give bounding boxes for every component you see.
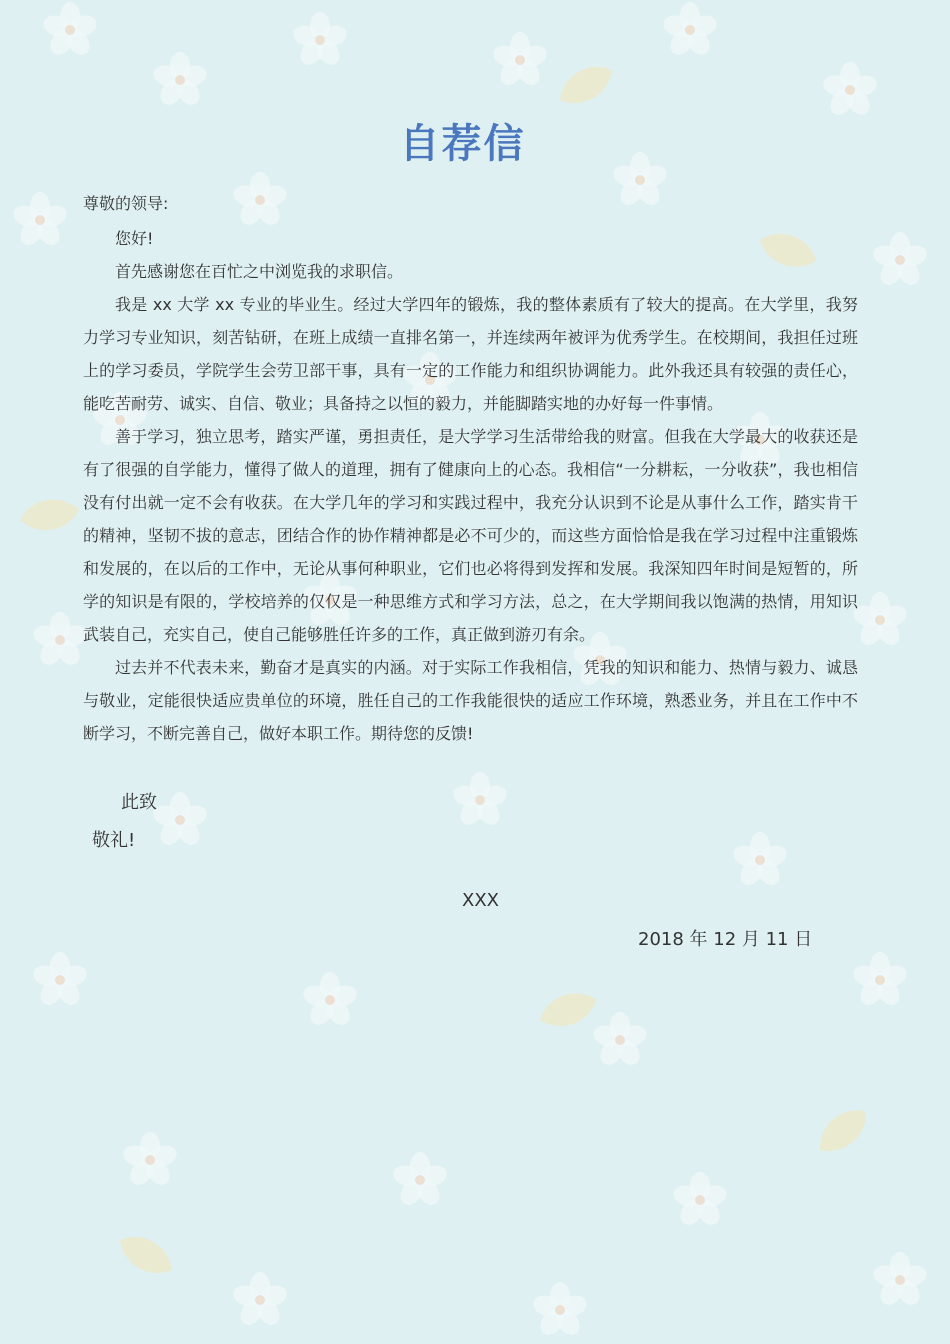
signature: XXX	[462, 890, 499, 911]
closing-line-1: 此致	[121, 792, 157, 813]
qualities-paragraph: 善于学习，独立思考，踏实严谨，勇担责任，是大学学习生活带给我的财富。但我在大学最大的收获还是有了很强的自学能力，懂得了做人的道理，拥有了健康向上的心态。我相信“一分耕耘，一分收获”，我也相信没有付出就一定不会有收获。在大学几年的学习和实践过程中，我充分认识到不论是从事什么工作，踏实肯干的精神，坚韧不拔的意志，团结合作的协作精神都是必不可少的，而这些方面恰恰是我在学习过程中注重锻炼和发展的，在以后的工作中，无论从事何种职业，它们也必将得到发挥和发展。我深知四年时间是短暂的，所学的知识是有限的，学校培养的仅仅是一种思维方式和学习方法，总之，在大学期间我以饱满的热情，用知识武装自己，充实自己，使自己能够胜任许多的工作，真正做到游刃有余。	[83, 427, 858, 644]
salutation: 尊敬的领导:	[83, 194, 169, 213]
page-title: 自荐信	[399, 121, 526, 167]
background-paragraph: 我是 xx 大学 xx 专业的毕业生。经过大学四年的锻炼，我的整体素质有了较大的提高。在大学里，我努力学习专业知识，刻苦钻研，在班上成绩一直排名第一，并连续两年被评为优秀学生。在校期间，我担任过班上的学习委员，学院学生会劳卫部干事，具有一定的工作能力和组织协调能力。此外我还具有较强的责任心，能吃苦耐劳、诚实、自信、敬业；具备持之以恒的毅力，并能脚踏实地的办好每一件事情。	[83, 295, 858, 413]
letter-body	[83, 222, 858, 750]
closing-line-2: 敬礼!	[92, 830, 136, 851]
letter-date: 2018 年 12 月 11 日	[638, 929, 813, 950]
conclusion-paragraph: 过去并不代表未来，勤奋才是真实的内涵。对于实际工作我相信，凭我的知识和能力、热情与毅力、诚恳与敬业，定能很快适应贵单位的环境，胜任自己的工作我能很快的适应工作环境，熟悉业务，并且在工作中不断学习，不断完善自己，做好本职工作。期待您的反馈!	[83, 658, 858, 743]
intro-paragraph: 首先感谢您在百忙之中浏览我的求职信。	[115, 262, 404, 281]
greeting-paragraph: 您好!	[115, 229, 154, 248]
